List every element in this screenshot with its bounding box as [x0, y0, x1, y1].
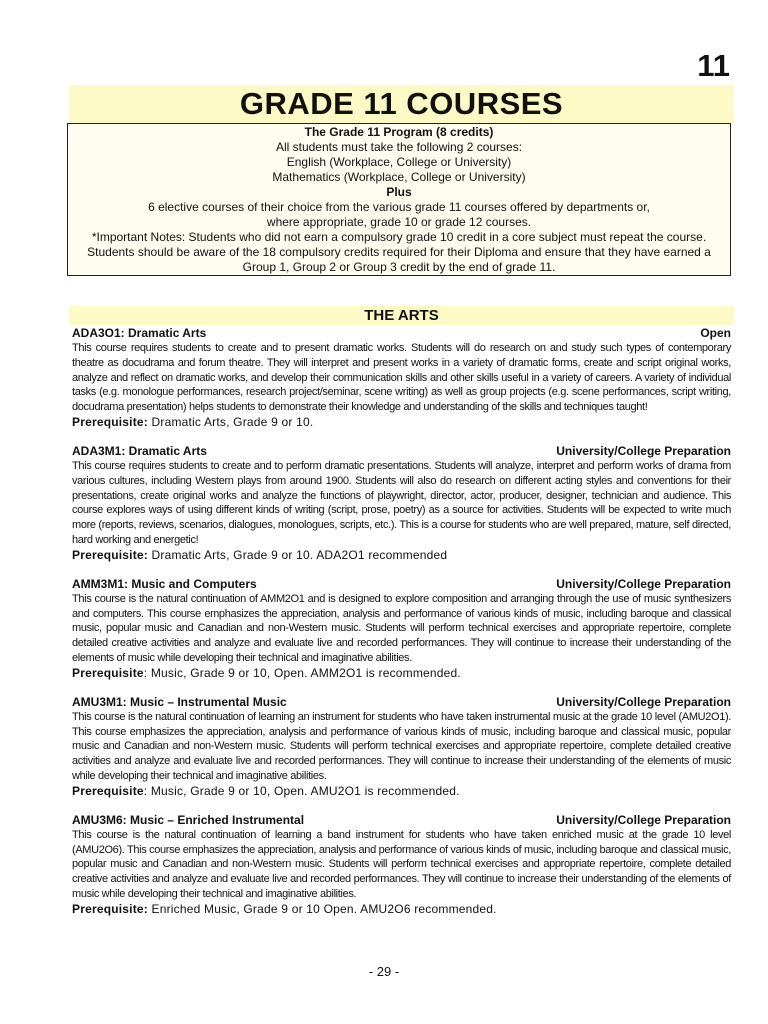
- program-plus: Plus: [386, 185, 412, 199]
- course-header: [72, 695, 731, 710]
- prerequisite-label: Prerequisite: [72, 665, 144, 680]
- course-level: University/College Preparation: [556, 694, 731, 709]
- section-heading: THE ARTS: [69, 306, 734, 325]
- program-line: where appropriate, grade 10 or grade 12 courses.: [266, 215, 532, 229]
- chapter-number: 11: [697, 48, 730, 83]
- prerequisite-label: Prerequisite:: [72, 901, 148, 916]
- course-entry: [72, 326, 731, 430]
- course-code-title: ADA3O1: Dramatic Arts: [72, 326, 207, 340]
- course-level: University/College Preparation: [556, 443, 731, 458]
- program-heading: The Grade 11 Program (8 credits): [304, 125, 494, 139]
- program-line: English (Workplace, College or University): [286, 155, 512, 169]
- course-level: University/College Preparation: [556, 812, 731, 827]
- program-line: 6 elective courses of their choice from the various grade 11 courses offered by departments or,: [148, 200, 650, 214]
- course-code-title: AMU3M6: Music – Enriched Instrumental: [72, 812, 305, 827]
- course-prerequisite: [72, 548, 731, 563]
- course-prerequisite: [72, 666, 731, 681]
- course-level: University/College Preparation: [556, 576, 731, 591]
- course-description: This course is the natural continuation of AMM2O1 and is designed to explore composition and arranging through the use of music synthesizers and computers. This course emphasizes the appreciation, analysis and performance of various kinds of music, including baroque and classical music, popular music and Canadian and non-Western music. Students will perform technical exercises and appropriate repertoire, complete detailed creative activities and analyze and evaluate live and recorded performances. They will continue to increase their understanding of the elements of music while developing their technical and imaginative abilities.: [72, 592, 731, 664]
- prerequisite-text: Enriched Music, Grade 9 or 10 Open. AMU2O6 recommended.: [147, 901, 497, 916]
- page-title: GRADE 11 COURSES: [69, 85, 734, 123]
- course-entry: [72, 444, 731, 563]
- course-description: This course requires students to create and to present dramatic works. Students will do research on and study such types of contemporary theatre as docudrama and forum theatre. They will interpret and present works in a variety of dramatic forms, create and script original works, analyze and reflect on dramatic works, and develop their communication skills and other skills useful in a variety of careers. A variety of individual tasks (e.g. monologue performances, research project/seminar, scene writing) as well as group projects (e.g. scene performances, script writing, docudrama presentation) helps students to demonstrate their knowledge and understanding of the skills and techniques taught!: [72, 342, 731, 414]
- course-prerequisite: [72, 784, 731, 799]
- course-level: Open: [700, 326, 731, 340]
- program-note: Students should be aware of the 18 compulsory credits required for their Diploma and ensure that they have earned a: [87, 245, 711, 259]
- prerequisite-text: : Music, Grade 9 or 10, Open. AMM2O1 is recommended.: [143, 665, 461, 680]
- course-code-title: AMM3M1: Music and Computers: [72, 576, 257, 591]
- course-prerequisite: [72, 415, 731, 430]
- course-description: This course is the natural continuation of learning a band instrument for students who have taken enriched music at the grade 10 level (AMU2O6). This course emphasizes the appreciation, analysis and performance of various kinds of music, including baroque and classical music, popular music and Canadian and non-Western music. Students will perform technical exercises and appropriate repertoire, complete detailed creative activities and analyze and evaluate live and recorded performances. They will continue to increase their understanding of the elements of music while developing their technical and imaginative abilities.: [72, 828, 731, 900]
- course-list: [72, 326, 731, 931]
- program-note: *Important Notes: Students who did not earn a compulsory grade 10 credit in a core subject must repeat the course.: [91, 230, 707, 244]
- course-header: [72, 813, 731, 828]
- course-header: [72, 326, 731, 341]
- page-number-footer: - 29 -: [368, 964, 400, 979]
- prerequisite-text: : Music, Grade 9 or 10, Open. AMU2O1 is recommended.: [143, 783, 460, 798]
- program-note: Group 1, Group 2 or Group 3 credit by the end of grade 11.: [242, 260, 556, 274]
- prerequisite-text: Dramatic Arts, Grade 9 or 10.: [147, 414, 314, 429]
- course-header: [72, 577, 731, 592]
- course-entry: [72, 813, 731, 917]
- course-entry: [72, 695, 731, 799]
- course-prerequisite: [72, 902, 731, 917]
- prerequisite-label: Prerequisite:: [72, 414, 148, 429]
- course-header: [72, 444, 731, 459]
- prerequisite-label: Prerequisite:: [72, 547, 148, 562]
- program-info-box: [67, 123, 731, 276]
- program-line: Mathematics (Workplace, College or University): [272, 170, 526, 184]
- course-description: This course is the natural continuation of learning an instrument for students who have taken instrumental music at the grade 10 level (AMU2O1). This course emphasizes the appreciation, analysis and performance of various kinds of music, including baroque and classical music, popular music and Canadian and non-Western music. Students will perform technical exercises and appropriate repertoire, complete detailed creative activities and analyze and evaluate live and recorded performances. They will continue to increase their understanding of the elements of music while developing their technical and imaginative abilities.: [72, 710, 731, 782]
- prerequisite-label: Prerequisite: [72, 783, 144, 798]
- prerequisite-text: Dramatic Arts, Grade 9 or 10. ADA2O1 recommended: [147, 547, 448, 562]
- course-description: This course requires students to create and to perform dramatic presentations. Students will analyze, interpret and perform works of drama from various cultures, including Western plays from around 1900. Students will also do research on different acting styles and conventions for their presentations, create original works and analyze the functions of playwright, director, actor, producer, designer, technician and audience. This course explores ways of using different kinds of writing (script, prose, poetry) as a source for activities. Students will be expected to write much more (reports, reviews, scenarios, dialogues, monologues, scripts, etc.). This is a course for students who are well prepared, mature, self directed, hard working and energetic!: [72, 459, 731, 546]
- course-code-title: AMU3M1: Music – Instrumental Music: [72, 694, 287, 709]
- program-line: All students must take the following 2 courses:: [275, 140, 523, 154]
- course-code-title: ADA3M1: Dramatic Arts: [72, 443, 207, 458]
- course-entry: [72, 577, 731, 681]
